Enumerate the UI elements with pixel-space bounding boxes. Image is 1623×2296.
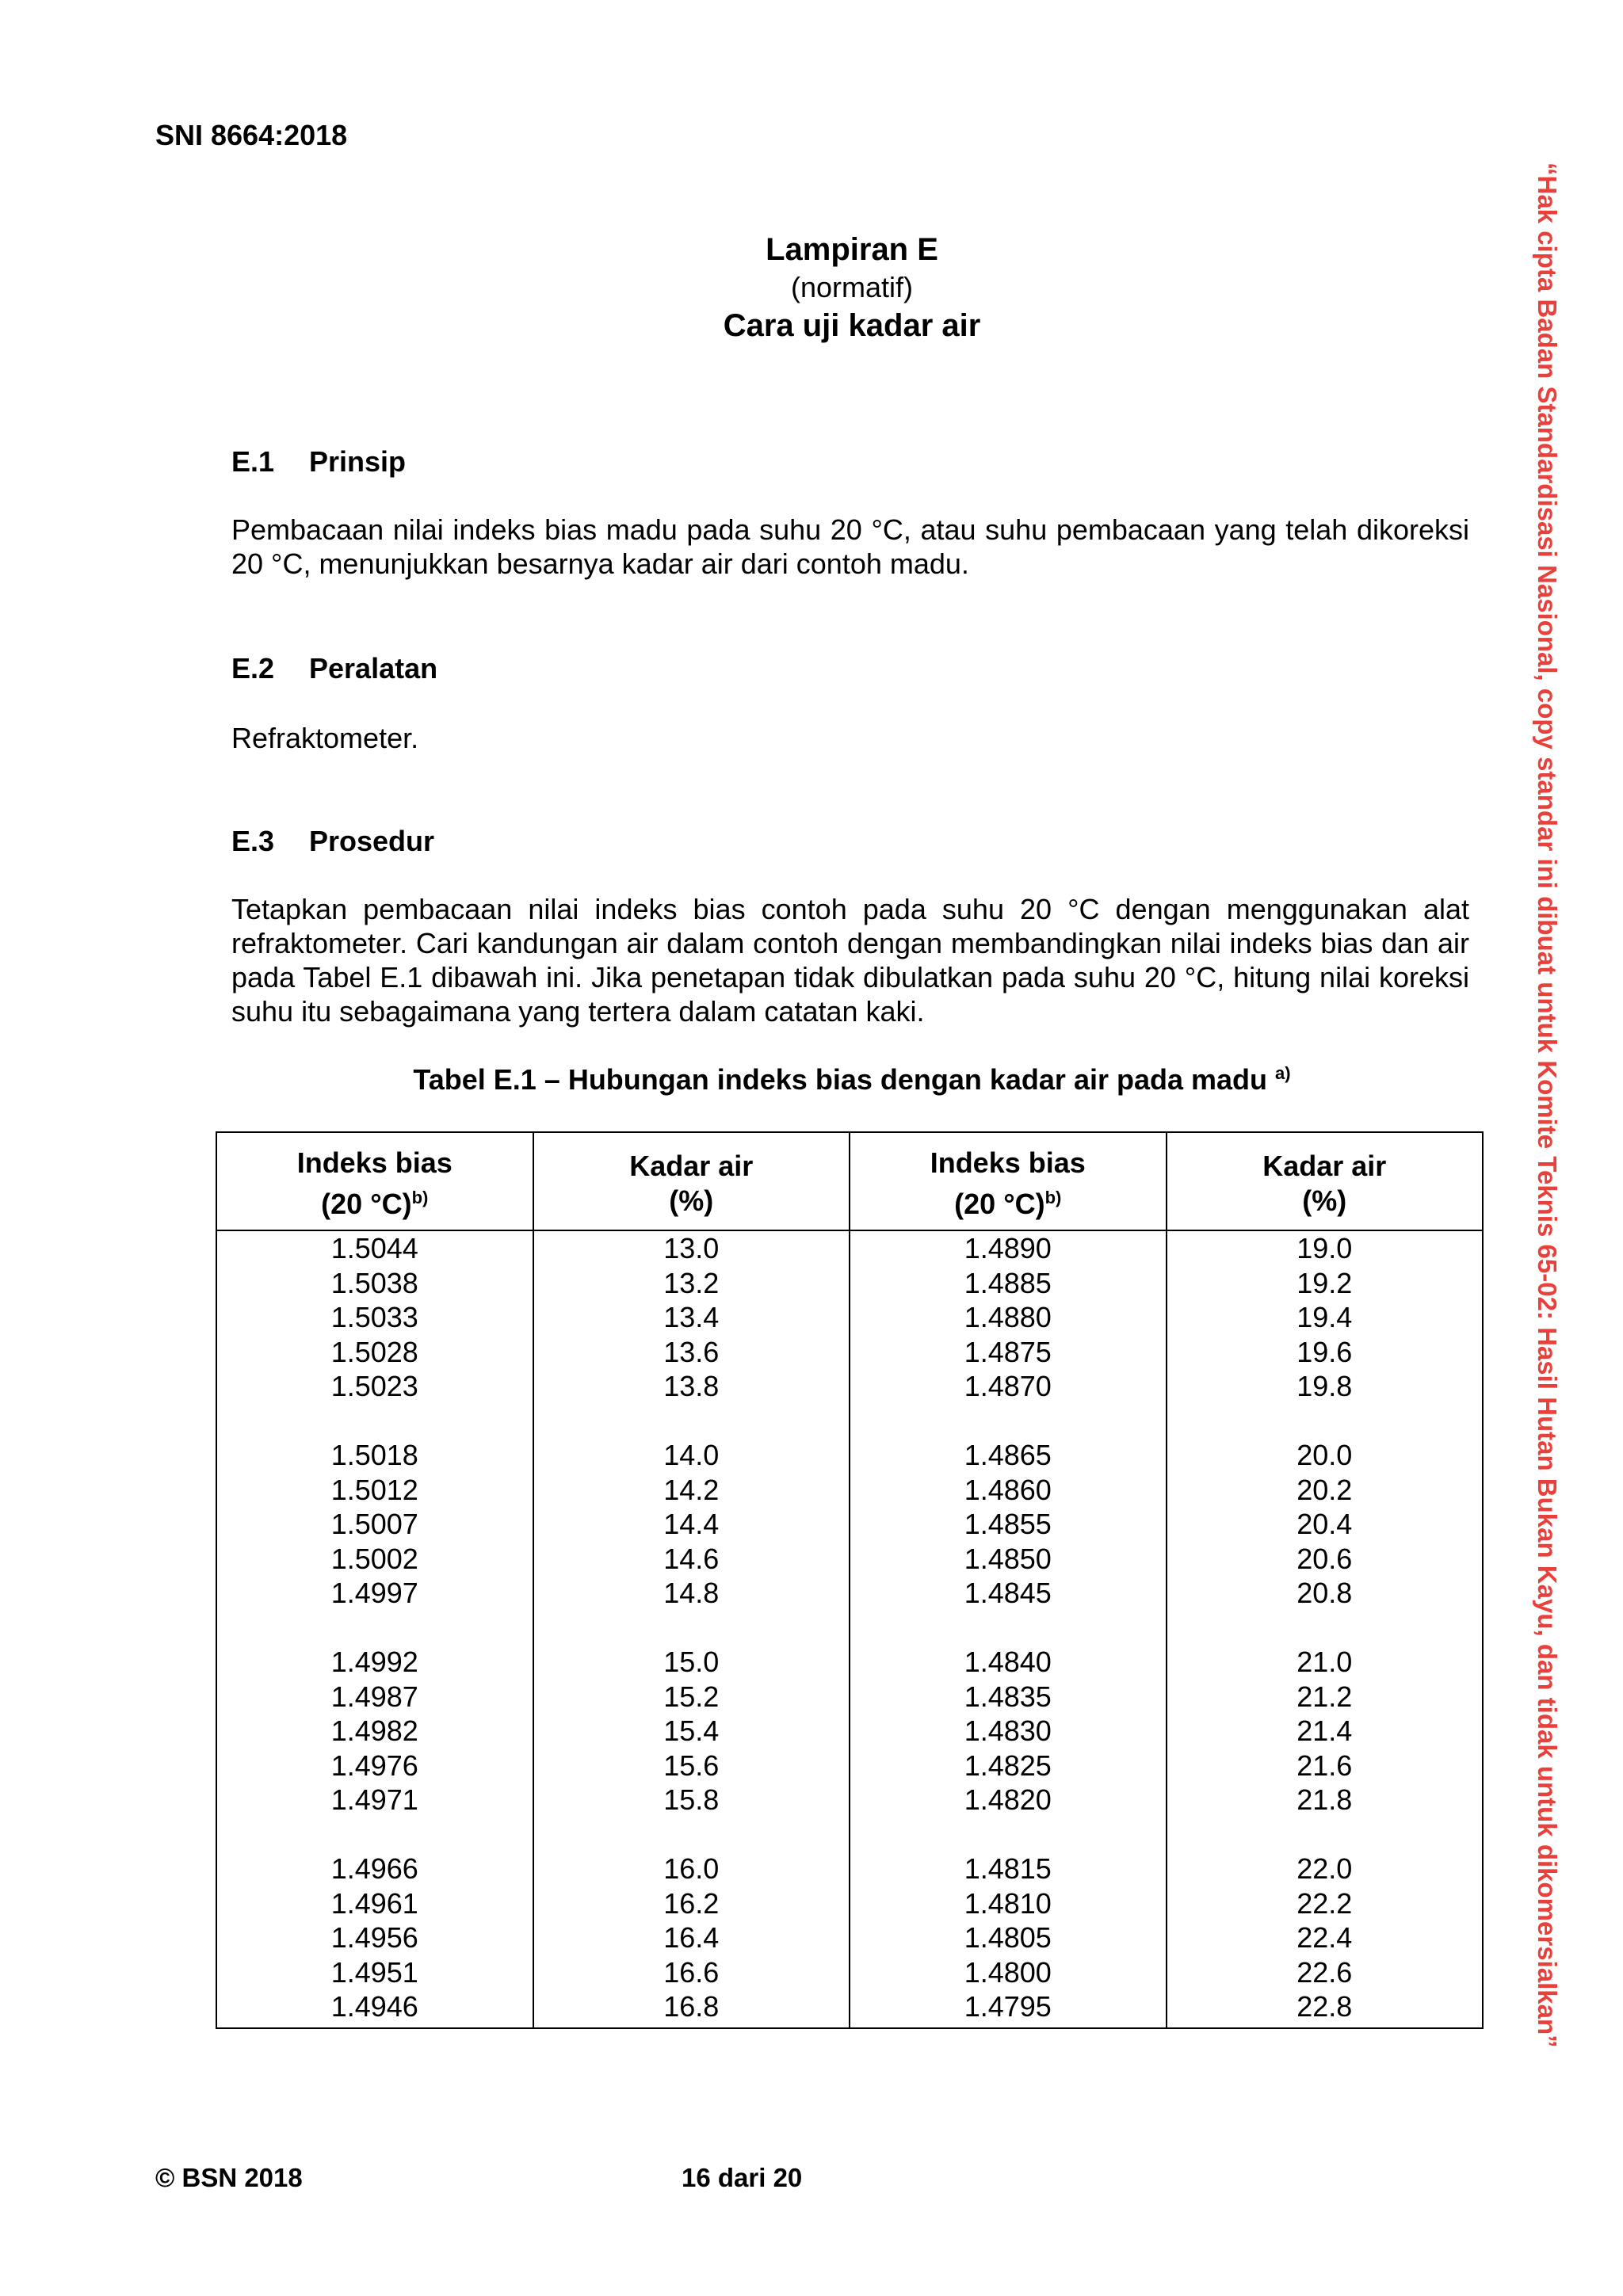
cell-water-content: 20.2 [1167, 1473, 1484, 1508]
group-spacer [216, 1817, 1483, 1852]
header-water-content-1 [533, 1132, 850, 1230]
table-row [216, 1576, 1483, 1611]
table-row [216, 1783, 1483, 1817]
cell-refractive-index: 1.4875 [850, 1335, 1167, 1370]
cell-water-content: 13.6 [533, 1335, 850, 1370]
cell-refractive-index: 1.4961 [216, 1886, 533, 1921]
cell-refractive-index: 1.4951 [216, 1955, 533, 1990]
cell-refractive-index: 1.4820 [850, 1783, 1167, 1817]
cell-water-content: 21.2 [1167, 1680, 1484, 1714]
cell-water-content: 15.2 [533, 1680, 850, 1714]
cell-water-content: 19.2 [1167, 1266, 1484, 1301]
cell-refractive-index: 1.4880 [850, 1300, 1167, 1335]
header-line2: (20 °C) [321, 1188, 412, 1220]
cell-refractive-index: 1.4830 [850, 1714, 1167, 1749]
spacer-cell [533, 1404, 850, 1439]
table-header-row [216, 1132, 1483, 1230]
cell-refractive-index: 1.5018 [216, 1438, 533, 1473]
table-caption-text: Tabel E.1 – Hubungan indeks bias dengan kadar air pada madu [413, 1063, 1268, 1096]
cell-water-content: 15.8 [533, 1783, 850, 1817]
spacer-cell [533, 1611, 850, 1646]
section-title: Peralatan [309, 652, 438, 685]
table-row [216, 1680, 1483, 1714]
cell-refractive-index: 1.4971 [216, 1783, 533, 1817]
cell-water-content: 15.6 [533, 1749, 850, 1783]
table-row [216, 1300, 1483, 1335]
cell-refractive-index: 1.5002 [216, 1542, 533, 1577]
cell-refractive-index: 1.4850 [850, 1542, 1167, 1577]
table-row [216, 1749, 1483, 1783]
cell-refractive-index: 1.4976 [216, 1749, 533, 1783]
cell-refractive-index: 1.4992 [216, 1645, 533, 1680]
cell-water-content: 20.6 [1167, 1542, 1484, 1577]
section-body-e1: Pembacaan nilai indeks bias madu pada suhu 20 °C, atau suhu pembacaan yang telah dikoreksi 20 °C, menunjukkan besarnya kadar air dari contoh madu. [231, 513, 1469, 580]
header-sup: b) [1044, 1188, 1062, 1207]
table-row [216, 1473, 1483, 1508]
cell-refractive-index: 1.5007 [216, 1507, 533, 1542]
table-row [216, 1714, 1483, 1749]
spacer-cell [1167, 1817, 1484, 1852]
cell-water-content: 20.8 [1167, 1576, 1484, 1611]
table-body [216, 1230, 1483, 2028]
cell-water-content: 14.6 [533, 1542, 850, 1577]
cell-water-content: 20.0 [1167, 1438, 1484, 1473]
header-line1: Kadar air [1262, 1150, 1387, 1182]
cell-refractive-index: 1.4825 [850, 1749, 1167, 1783]
cell-water-content: 22.2 [1167, 1886, 1484, 1921]
cell-refractive-index: 1.4860 [850, 1473, 1167, 1508]
cell-refractive-index: 1.4810 [850, 1886, 1167, 1921]
table-caption [143, 1063, 1561, 1097]
cell-refractive-index: 1.4805 [850, 1920, 1167, 1955]
section-number: E.3 [231, 825, 275, 857]
cell-water-content: 14.0 [533, 1438, 850, 1473]
table-row [216, 1645, 1483, 1680]
table-row [216, 1955, 1483, 1990]
section-heading-e2 [231, 652, 437, 685]
cell-refractive-index: 1.4885 [850, 1266, 1167, 1301]
table-row [216, 1989, 1483, 2028]
cell-refractive-index: 1.5044 [216, 1230, 533, 1266]
table-row [216, 1230, 1483, 1266]
annex-title-block [143, 230, 1561, 345]
cell-water-content: 14.2 [533, 1473, 850, 1508]
cell-refractive-index: 1.4865 [850, 1438, 1167, 1473]
cell-water-content: 22.0 [1167, 1852, 1484, 1886]
section-body-e2: Refraktometer. [231, 722, 419, 754]
header-water-content-2 [1167, 1132, 1484, 1230]
cell-refractive-index: 1.4845 [850, 1576, 1167, 1611]
cell-water-content: 19.6 [1167, 1335, 1484, 1370]
cell-water-content: 16.8 [533, 1989, 850, 2028]
cell-refractive-index: 1.4800 [850, 1955, 1167, 1990]
cell-refractive-index: 1.4997 [216, 1576, 533, 1611]
cell-refractive-index: 1.4870 [850, 1369, 1167, 1404]
section-title: Prinsip [309, 445, 407, 478]
cell-refractive-index: 1.4987 [216, 1680, 533, 1714]
spacer-cell [850, 1404, 1167, 1439]
table-row [216, 1438, 1483, 1473]
cell-water-content: 13.4 [533, 1300, 850, 1335]
annex-title: Lampiran E [766, 232, 938, 267]
section-heading-e1 [231, 445, 406, 479]
cell-refractive-index: 1.4946 [216, 1989, 533, 2028]
cell-water-content: 13.8 [533, 1369, 850, 1404]
header-sup: b) [411, 1188, 429, 1207]
table-row [216, 1335, 1483, 1370]
section-number: E.1 [231, 445, 275, 478]
spacer-cell [1167, 1404, 1484, 1439]
header-line1: Kadar air [629, 1150, 754, 1182]
spacer-cell [850, 1817, 1167, 1852]
cell-water-content: 15.0 [533, 1645, 850, 1680]
cell-water-content: 22.4 [1167, 1920, 1484, 1955]
cell-water-content: 19.8 [1167, 1369, 1484, 1404]
table-row [216, 1542, 1483, 1577]
cell-refractive-index: 1.4956 [216, 1920, 533, 1955]
table-row [216, 1507, 1483, 1542]
refractive-index-table [216, 1131, 1484, 2029]
group-spacer [216, 1404, 1483, 1439]
cell-water-content: 20.4 [1167, 1507, 1484, 1542]
cell-water-content: 19.4 [1167, 1300, 1484, 1335]
cell-water-content: 14.8 [533, 1576, 850, 1611]
cell-refractive-index: 1.4982 [216, 1714, 533, 1749]
header-refractive-index-2 [850, 1132, 1167, 1230]
header-refractive-index-1 [216, 1132, 533, 1230]
footer-copyright: © BSN 2018 [155, 2163, 303, 2192]
header-line2: (%) [669, 1184, 714, 1217]
cell-water-content: 21.8 [1167, 1783, 1484, 1817]
cell-refractive-index: 1.4795 [850, 1989, 1167, 2028]
cell-refractive-index: 1.5038 [216, 1266, 533, 1301]
footer-page-number: 16 dari 20 [682, 2163, 803, 2192]
table-caption-note: a) [1275, 1063, 1291, 1083]
cell-refractive-index: 1.4840 [850, 1645, 1167, 1680]
cell-refractive-index: 1.5033 [216, 1300, 533, 1335]
section-body-e3: Tetapkan pembacaan nilai indeks bias contoh pada suhu 20 °C dengan menggunakan alat refraktometer. Cari kandungan air dalam contoh dengan membandingkan nilai indeks bias dan air pada Tabel E.1 dibawah ini. Jika penetapan tidak dibulatkan pada suhu 20 °C, hitung nilai koreksi suhu itu sebagaimana yang tertera dalam catatan kaki. [231, 893, 1469, 1028]
table-row [216, 1920, 1483, 1955]
cell-water-content: 21.4 [1167, 1714, 1484, 1749]
cell-water-content: 16.0 [533, 1852, 850, 1886]
cell-refractive-index: 1.4855 [850, 1507, 1167, 1542]
annex-subject: Cara uji kadar air [723, 308, 981, 343]
cell-water-content: 13.2 [533, 1266, 850, 1301]
header-line2: (%) [1302, 1184, 1347, 1217]
spacer-cell [216, 1404, 533, 1439]
header-line1: Indeks bias [930, 1146, 1086, 1179]
cell-refractive-index: 1.4890 [850, 1230, 1167, 1266]
cell-water-content: 16.2 [533, 1886, 850, 1921]
table-row [216, 1886, 1483, 1921]
spacer-cell [850, 1611, 1167, 1646]
cell-water-content: 21.0 [1167, 1645, 1484, 1680]
cell-water-content: 14.4 [533, 1507, 850, 1542]
table-row [216, 1266, 1483, 1301]
copyright-watermark: “Hak cipta Badan Standardisasi Nasional, copy standar ini dibuat untuk Komite Teknis 65-02: Hasil Hutan Bukan Kayu, dan tidak untuk dikomersialkan” [1533, 162, 1562, 2048]
header-line1: Indeks bias [296, 1146, 453, 1179]
cell-water-content: 21.6 [1167, 1749, 1484, 1783]
cell-water-content: 16.4 [533, 1920, 850, 1955]
cell-refractive-index: 1.4835 [850, 1680, 1167, 1714]
cell-refractive-index: 1.4815 [850, 1852, 1167, 1886]
cell-refractive-index: 1.4966 [216, 1852, 533, 1886]
table-row [216, 1852, 1483, 1886]
spacer-cell [216, 1817, 533, 1852]
cell-refractive-index: 1.5023 [216, 1369, 533, 1404]
spacer-cell [1167, 1611, 1484, 1646]
document-code: SNI 8664:2018 [155, 119, 348, 151]
group-spacer [216, 1611, 1483, 1646]
section-title: Prosedur [309, 825, 435, 857]
cell-water-content: 22.6 [1167, 1955, 1484, 1990]
table-row [216, 1369, 1483, 1404]
section-number: E.2 [231, 652, 275, 685]
cell-refractive-index: 1.5012 [216, 1473, 533, 1508]
cell-water-content: 16.6 [533, 1955, 850, 1990]
cell-water-content: 13.0 [533, 1230, 850, 1266]
cell-refractive-index: 1.5028 [216, 1335, 533, 1370]
annex-type: (normatif) [790, 271, 914, 303]
spacer-cell [216, 1611, 533, 1646]
cell-water-content: 22.8 [1167, 1989, 1484, 2028]
cell-water-content: 19.0 [1167, 1230, 1484, 1266]
section-heading-e3 [231, 825, 434, 858]
cell-water-content: 15.4 [533, 1714, 850, 1749]
spacer-cell [533, 1817, 850, 1852]
header-line2: (20 °C) [954, 1188, 1045, 1220]
